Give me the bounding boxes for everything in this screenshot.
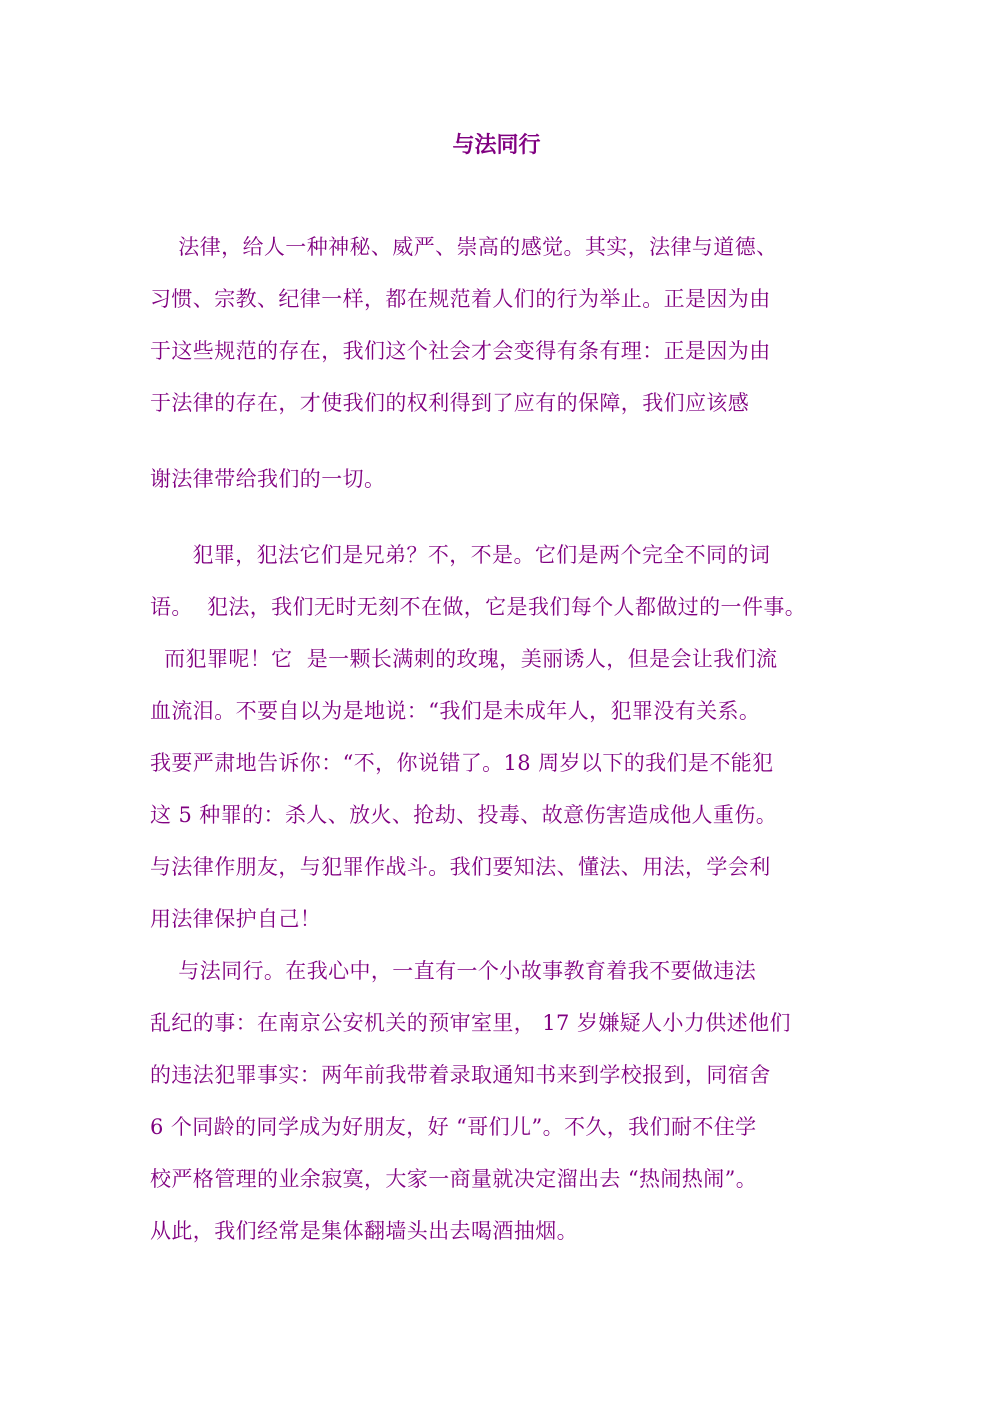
paragraph-3-line-4: 6 个同龄的同学成为好朋友，好 “哥们儿”。不久，我们耐不住学 <box>150 1115 757 1139</box>
paragraph-2-line-1: 犯罪，犯法它们是兄弟？不，不是。它们是两个完全不同的词 <box>150 543 771 567</box>
paragraph-2-line-6: 这 5 种罪的：杀人、放火、抢劫、投毒、故意伤害造成他人重伤。 <box>150 803 778 827</box>
document-title: 与法同行 <box>452 132 541 158</box>
paragraph-1-line-4: 于法律的存在，才使我们的权利得到了应有的保障，我们应该感 <box>150 391 750 415</box>
paragraph-1-line-3: 于这些规范的存在，我们这个社会才会变得有条有理：正是因为由 <box>150 339 771 363</box>
paragraph-3-line-5: 校严格管理的业余寂寞，大家一商量就决定溜出去 “热闹热闹”。 <box>150 1167 758 1191</box>
paragraph-2-line-3: 而犯罪呢！它 是一颗长满刺的玫瑰，美丽诱人，但是会让我们流 <box>150 647 778 671</box>
paragraph-3-line-1: 与法同行。在我心中，一直有一个小故事教育着我不要做违法 <box>150 959 757 983</box>
paragraph-2-line-2: 语。 犯法，我们无时无刻不在做，它是我们每个人都做过的一件事。 <box>150 595 807 619</box>
paragraph-3-line-2: 乱纪的事：在南京公安机关的预审室里， 17 岁嫌疑人小力供述他们 <box>150 1011 791 1035</box>
paragraph-1-line-5: 谢法律带给我们的一切。 <box>150 467 386 491</box>
paragraph-3-line-3: 的违法犯罪事实：两年前我带着录取通知书来到学校报到，同宿舍 <box>150 1063 771 1087</box>
paragraph-2-line-7: 与法律作朋友，与犯罪作战斗。我们要知法、懂法、用法，学会利 <box>150 855 771 879</box>
paragraph-2-line-4: 血流泪。不要自以为是地说：“我们是未成年人，犯罪没有关系。 <box>150 699 761 723</box>
paragraph-2-line-5: 我要严肃地告诉你：“不，你说错了。18 周岁以下的我们是不能犯 <box>150 751 774 775</box>
paragraph-3-line-6: 从此，我们经常是集体翻墙头出去喝酒抽烟。 <box>150 1219 578 1243</box>
paragraph-1-line-1: 法律，给人一种神秘、威严、崇高的感觉。其实，法律与道德、 <box>150 235 778 259</box>
paragraph-1-line-2: 习惯、宗教、纪律一样，都在规范着人们的行为举止。正是因为由 <box>150 287 771 311</box>
paragraph-2-line-8: 用法律保护自己！ <box>150 907 322 931</box>
